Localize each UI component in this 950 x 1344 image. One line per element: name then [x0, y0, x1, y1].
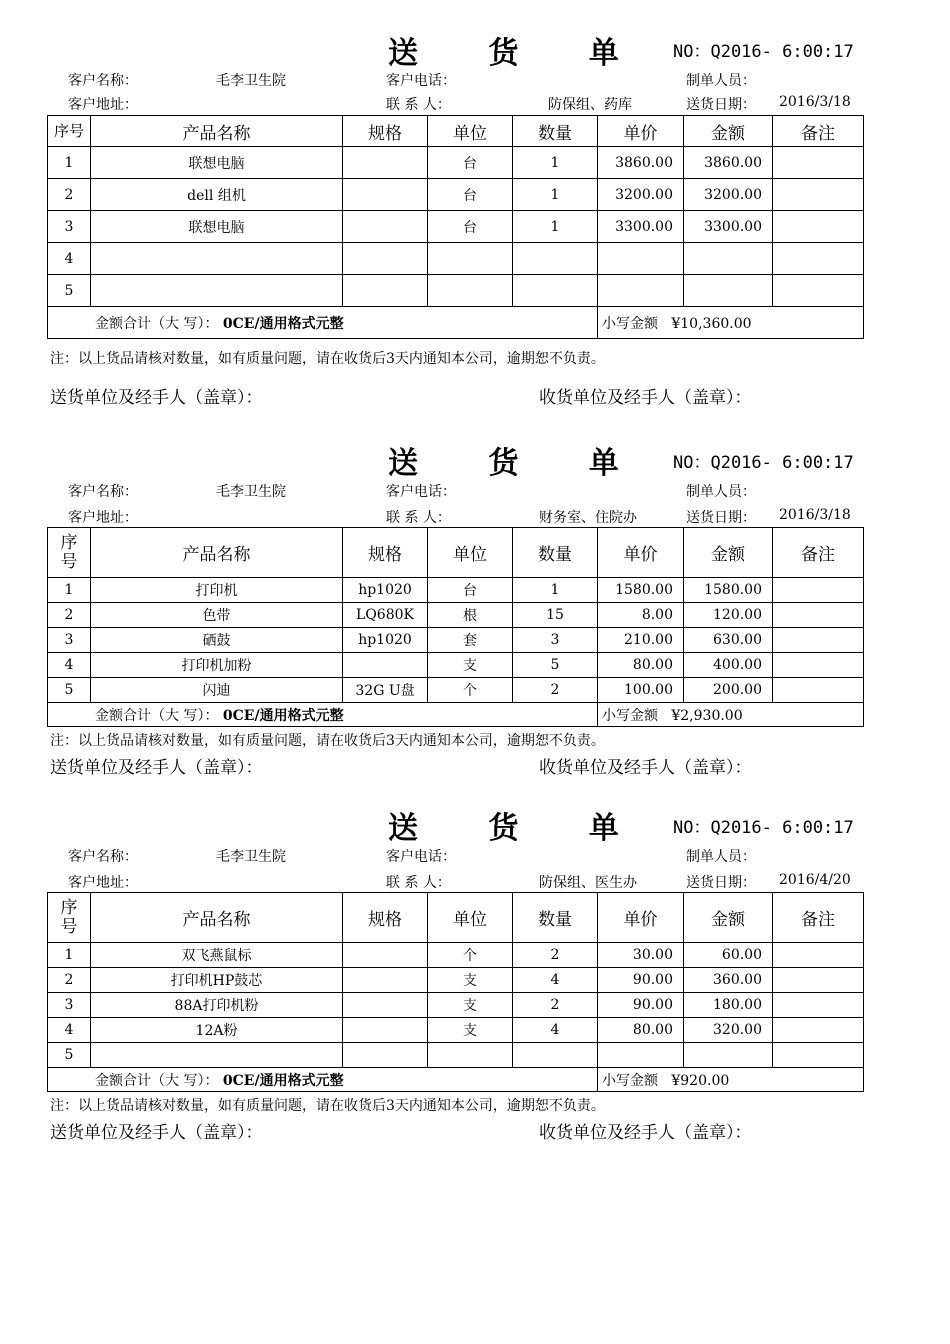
cell-unit: 支: [428, 653, 513, 678]
cell-amount: 120.00: [684, 603, 773, 628]
cell-product: 双飞燕鼠标: [91, 943, 343, 968]
cell-qty: 15: [513, 603, 598, 628]
contact-label: 联 系 人：: [386, 875, 451, 891]
cell-seq: 1: [48, 578, 91, 603]
delivery-date-label: 送货日期：: [686, 875, 756, 891]
cell-unit: 个: [428, 943, 513, 968]
cell-spec: hp1020: [343, 578, 428, 603]
delivery-date-value: 2016/3/18: [779, 507, 851, 523]
cell-product: 打印机: [91, 578, 343, 603]
total-lowercase-value: ¥920.00: [671, 1072, 730, 1089]
cell-spec: 32G U盘: [343, 678, 428, 703]
col-qty-header: 数量: [513, 893, 598, 943]
col-price-header: 单价: [598, 528, 684, 578]
contact-label: 联 系 人：: [386, 97, 451, 113]
cell-unit: 支: [428, 968, 513, 993]
cell-remark: [773, 943, 864, 968]
total-uppercase-value: 0CE/通用格式元整: [222, 1072, 344, 1089]
customer-name-label: 客户名称：: [68, 484, 138, 500]
contact-value: 财务室、住院办: [539, 510, 637, 526]
customer-name-value: 毛李卫生院: [216, 484, 286, 500]
col-spec-header: 规格: [343, 116, 428, 147]
cell-qty: 1: [513, 578, 598, 603]
cell-product: 12A粉: [91, 1018, 343, 1043]
cell-product: 硒鼓: [91, 628, 343, 653]
contact-label: 联 系 人：: [386, 510, 451, 526]
cell-seq: 4: [48, 243, 91, 275]
col-unit-header: 单位: [428, 116, 513, 147]
contact-value: 防保组、医生办: [539, 875, 637, 891]
cell-price: 210.00: [598, 628, 684, 653]
total-lowercase-cell: [598, 1068, 864, 1092]
cell-product: 联想电脑: [91, 211, 343, 243]
customer-address-label: 客户地址：: [68, 97, 138, 113]
col-spec-header: 规格: [343, 528, 428, 578]
col-unit-header: 单位: [428, 528, 513, 578]
cell-amount: 200.00: [684, 678, 773, 703]
cell-remark: [773, 968, 864, 993]
cell-seq: 2: [48, 968, 91, 993]
slip-title: 送 货 单: [388, 36, 649, 71]
cell-spec: [343, 1043, 428, 1068]
table-row: [48, 943, 864, 968]
notice-text: 注：以上货品请核对数量，如有质量问题，请在收货后3天内通知本公司，逾期恕不负责。: [50, 351, 605, 367]
cell-seq: 1: [48, 147, 91, 179]
cell-price: [598, 1043, 684, 1068]
cell-price: 1580.00: [598, 578, 684, 603]
receiver-signature-label: 收货单位及经手人（盖章）：: [539, 758, 752, 778]
cell-amount: 1580.00: [684, 578, 773, 603]
cell-seq: 4: [48, 653, 91, 678]
cell-qty: 2: [513, 993, 598, 1018]
sender-signature-label: 送货单位及经手人（盖章）：: [50, 1123, 263, 1143]
col-remark-header: 备注: [773, 893, 864, 943]
col-amount-header: 金额: [684, 528, 773, 578]
creator-label: 制单人员：: [686, 484, 756, 500]
delivery-date-label: 送货日期：: [686, 97, 756, 113]
cell-product: 闪迪: [91, 678, 343, 703]
cell-amount: 60.00: [684, 943, 773, 968]
table-row: [48, 968, 864, 993]
customer-name-value: 毛李卫生院: [216, 73, 286, 89]
total-uppercase-label: 金额合计（大 写）：: [95, 315, 219, 332]
cell-seq: 4: [48, 1018, 91, 1043]
col-product-header: 产品名称: [91, 528, 343, 578]
cell-amount: [684, 1043, 773, 1068]
cell-spec: LQ680K: [343, 603, 428, 628]
cell-amount: 3860.00: [684, 147, 773, 179]
cell-remark: [773, 1018, 864, 1043]
col-seq-header: 序号: [48, 893, 91, 943]
cell-amount: 180.00: [684, 993, 773, 1018]
cell-remark: [773, 993, 864, 1018]
table-header-row: [48, 893, 864, 943]
col-qty-header: 数量: [513, 528, 598, 578]
creator-label: 制单人员：: [686, 849, 756, 865]
cell-product: dell 组机: [91, 179, 343, 211]
col-amount-header: 金额: [684, 116, 773, 147]
cell-price: 8.00: [598, 603, 684, 628]
total-uppercase-value: 0CE/通用格式元整: [222, 707, 344, 724]
cell-qty: 2: [513, 678, 598, 703]
cell-amount: 400.00: [684, 653, 773, 678]
sender-signature-label: 送货单位及经手人（盖章）：: [50, 758, 263, 778]
cell-unit: 台: [428, 211, 513, 243]
notice-text: 注：以上货品请核对数量，如有质量问题，请在收货后3天内通知本公司，逾期恕不负责。: [50, 1098, 605, 1114]
col-spec-header: 规格: [343, 893, 428, 943]
cell-amount: 360.00: [684, 968, 773, 993]
cell-qty: 1: [513, 211, 598, 243]
col-seq-header: 序号: [48, 528, 91, 578]
total-uppercase-cell: [48, 1068, 598, 1092]
cell-price: 90.00: [598, 968, 684, 993]
total-uppercase-value: 0CE/通用格式元整: [222, 315, 344, 332]
receiver-signature-label: 收货单位及经手人（盖章）：: [539, 1123, 752, 1143]
cell-seq: 5: [48, 1043, 91, 1068]
cell-price: 30.00: [598, 943, 684, 968]
cell-product: 打印机加粉: [91, 653, 343, 678]
cell-price: 100.00: [598, 678, 684, 703]
cell-seq: 5: [48, 275, 91, 307]
col-remark-header: 备注: [773, 116, 864, 147]
cell-product: [91, 1043, 343, 1068]
cell-qty: 3: [513, 628, 598, 653]
col-price-header: 单价: [598, 116, 684, 147]
cell-unit: 套: [428, 628, 513, 653]
customer-name-label: 客户名称：: [68, 849, 138, 865]
cell-qty: [513, 1043, 598, 1068]
cell-qty: 4: [513, 1018, 598, 1043]
col-seq-header: 序号: [48, 116, 91, 147]
table-row: [48, 1018, 864, 1043]
cell-unit: 台: [428, 179, 513, 211]
cell-unit: [428, 1043, 513, 1068]
cell-unit: 个: [428, 678, 513, 703]
cell-amount: 320.00: [684, 1018, 773, 1043]
cell-seq: 3: [48, 211, 91, 243]
slip-title: 送 货 单: [388, 446, 649, 481]
cell-seq: 2: [48, 603, 91, 628]
cell-price: 3860.00: [598, 147, 684, 179]
cell-seq: 3: [48, 993, 91, 1018]
total-lowercase-label: 小写金额: [602, 707, 658, 724]
total-uppercase-label: 金额合计（大 写）：: [95, 707, 219, 724]
col-product-header: 产品名称: [91, 893, 343, 943]
total-row: [48, 1068, 864, 1092]
cell-qty: 1: [513, 147, 598, 179]
cell-qty: 2: [513, 943, 598, 968]
cell-qty: 4: [513, 968, 598, 993]
cell-amount: 3300.00: [684, 211, 773, 243]
col-product-header: 产品名称: [91, 116, 343, 147]
col-price-header: 单价: [598, 893, 684, 943]
customer-name-value: 毛李卫生院: [216, 849, 286, 865]
col-remark-header: 备注: [773, 528, 864, 578]
cell-amount: 3200.00: [684, 179, 773, 211]
slip-number: NO：Q2016- 6:00:17: [673, 42, 854, 62]
cell-remark: [773, 1043, 864, 1068]
cell-price: 3200.00: [598, 179, 684, 211]
cell-qty: 5: [513, 653, 598, 678]
cell-price: 3300.00: [598, 211, 684, 243]
customer-address-label: 客户地址：: [68, 875, 138, 891]
delivery-date-value: 2016/4/20: [779, 872, 851, 888]
customer-address-label: 客户地址：: [68, 510, 138, 526]
customer-phone-label: 客户电话：: [386, 484, 456, 500]
customer-phone-label: 客户电话：: [386, 73, 456, 89]
total-lowercase-value: ¥2,930.00: [671, 707, 743, 724]
delivery-date-label: 送货日期：: [686, 510, 756, 526]
col-unit-header: 单位: [428, 893, 513, 943]
cell-unit: 台: [428, 578, 513, 603]
cell-amount: 630.00: [684, 628, 773, 653]
cell-spec: [343, 943, 428, 968]
slip-number: NO：Q2016- 6:00:17: [673, 818, 854, 838]
cell-seq: 5: [48, 678, 91, 703]
slip-title: 送 货 单: [388, 811, 649, 846]
cell-spec: hp1020: [343, 628, 428, 653]
notice-text: 注：以上货品请核对数量，如有质量问题，请在收货后3天内通知本公司，逾期恕不负责。: [50, 733, 605, 749]
receiver-signature-label: 收货单位及经手人（盖章）：: [539, 388, 752, 408]
cell-unit: 支: [428, 993, 513, 1018]
customer-phone-label: 客户电话：: [386, 849, 456, 865]
creator-label: 制单人员：: [686, 73, 756, 89]
slip-number: NO：Q2016- 6:00:17: [673, 453, 854, 473]
total-lowercase-label: 小写金额: [602, 315, 658, 332]
cell-qty: 1: [513, 179, 598, 211]
cell-unit: 根: [428, 603, 513, 628]
cell-spec: [343, 993, 428, 1018]
cell-seq: 1: [48, 943, 91, 968]
total-lowercase-value: ¥10,360.00: [671, 315, 752, 332]
cell-seq: 3: [48, 628, 91, 653]
cell-product: 联想电脑: [91, 147, 343, 179]
cell-product: 88A打印机粉: [91, 993, 343, 1018]
items-table: [47, 892, 864, 1092]
cell-spec: [343, 1018, 428, 1043]
col-amount-header: 金额: [684, 893, 773, 943]
total-uppercase-label: 金额合计（大 写）：: [95, 1072, 219, 1089]
total-lowercase-label: 小写金额: [602, 1072, 658, 1089]
cell-product: 打印机HP鼓芯: [91, 968, 343, 993]
cell-spec: [343, 968, 428, 993]
cell-price: 80.00: [598, 1018, 684, 1043]
delivery-date-value: 2016/3/18: [779, 94, 851, 110]
cell-product: 色带: [91, 603, 343, 628]
contact-value: 防保组、药库: [548, 97, 632, 113]
table-row: [48, 993, 864, 1018]
cell-unit: 支: [428, 1018, 513, 1043]
table-row: [48, 1043, 864, 1068]
cell-price: 90.00: [598, 993, 684, 1018]
sender-signature-label: 送货单位及经手人（盖章）：: [50, 388, 263, 408]
cell-price: 80.00: [598, 653, 684, 678]
cell-unit: 台: [428, 147, 513, 179]
col-qty-header: 数量: [513, 116, 598, 147]
customer-name-label: 客户名称：: [68, 73, 138, 89]
cell-seq: 2: [48, 179, 91, 211]
